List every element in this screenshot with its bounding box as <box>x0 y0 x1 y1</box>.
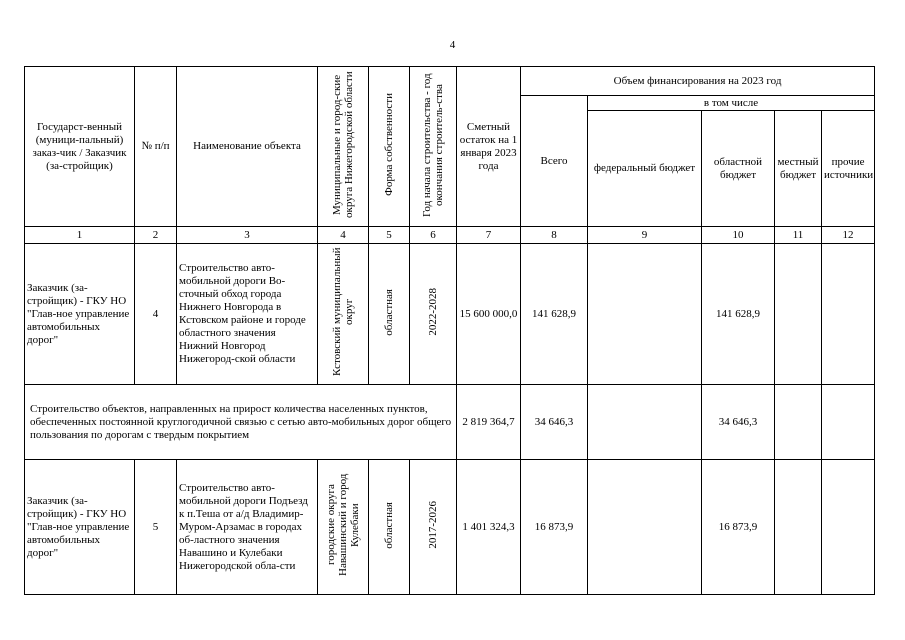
header-other: прочие источники <box>822 111 875 227</box>
section-local <box>775 385 822 460</box>
row-estimated: 1 401 324,3 <box>457 460 521 595</box>
row-total: 16 873,9 <box>521 460 588 595</box>
col-number: 8 <box>521 227 588 244</box>
col-number: 5 <box>369 227 410 244</box>
col-number: 12 <box>822 227 875 244</box>
row-years: 2017-2026 <box>410 460 457 595</box>
section-row <box>25 385 875 460</box>
row-municipal: Кстовский муниципальный округ <box>318 244 369 385</box>
header-object-name: Наименование объекта <box>177 67 318 227</box>
row-num: 4 <box>135 244 177 385</box>
col-number: 6 <box>410 227 457 244</box>
header-num: № п/п <box>135 67 177 227</box>
row-years: 2022-2028 <box>410 244 457 385</box>
col-number: 7 <box>457 227 521 244</box>
table-row <box>25 460 875 595</box>
row-federal <box>588 244 702 385</box>
row-local <box>775 244 822 385</box>
row-total: 141 628,9 <box>521 244 588 385</box>
row-object: Строительство авто-мобильной дороги Подъезд к п.Теша от а/д Владимир-Муром-Арзамас в городах об-ластного значения Навашино и Кулебаки Нижегородской обла-сти <box>177 460 318 595</box>
row-regional: 141 628,9 <box>702 244 775 385</box>
row-ownership: областная <box>369 244 410 385</box>
section-total: 34 646,3 <box>521 385 588 460</box>
column-numbers-row <box>25 227 875 244</box>
col-number: 10 <box>702 227 775 244</box>
row-num: 5 <box>135 460 177 595</box>
financing-table <box>24 66 875 595</box>
col-number: 2 <box>135 227 177 244</box>
header-regional: областной бюджет <box>702 111 775 227</box>
row-federal <box>588 460 702 595</box>
row-other <box>822 244 875 385</box>
header-local: местный бюджет <box>775 111 822 227</box>
section-estimated: 2 819 364,7 <box>457 385 521 460</box>
header-including: в том числе <box>588 96 875 111</box>
header-funding-title: Объем финансирования на 2023 год <box>521 67 875 96</box>
row-local <box>775 460 822 595</box>
row-customer: Заказчик (за-стройщик) - ГКУ НО "Глав-ное управление автомобильных дорог" <box>25 460 135 595</box>
row-municipal: городские округа Навашинский и город Кулебаки <box>318 460 369 595</box>
section-other <box>822 385 875 460</box>
table-row <box>25 244 875 385</box>
section-text: Строительство объектов, направленных на прирост количества населенных пунктов, обеспеченных постоянной круглогодичной связью с сетью авто-мобильных дорог общего пользования по дорогам с твердым покрытием <box>25 385 457 460</box>
header-federal: федеральный бюджет <box>588 111 702 227</box>
header-total: Всего <box>521 96 588 227</box>
header-municipal: Муниципальные и город-ские округа Нижегородской области <box>318 67 369 227</box>
row-object: Строительство авто-мобильной дороги Во-сточный обход города Нижнего Новгорода в Кстовском районе и городе областного значения Нижний Новгород Нижегород-ской области <box>177 244 318 385</box>
section-federal <box>588 385 702 460</box>
row-ownership: областная <box>369 460 410 595</box>
row-estimated: 15 600 000,0 <box>457 244 521 385</box>
page-number: 4 <box>449 39 456 51</box>
col-number: 1 <box>25 227 135 244</box>
col-number: 11 <box>775 227 822 244</box>
header-estimated: Сметный остаток на 1 января 2023 года <box>457 67 521 227</box>
header-customer: Государст-венный (муници-пальный) заказ-чик / Заказчик (за-стройщик) <box>25 67 135 227</box>
col-number: 9 <box>588 227 702 244</box>
header-years: Год начала строительства - год окончания строитель-ства <box>410 67 457 227</box>
row-other <box>822 460 875 595</box>
col-number: 4 <box>318 227 369 244</box>
row-customer: Заказчик (за-стройщик) - ГКУ НО "Глав-ное управление автомобильных дорог" <box>25 244 135 385</box>
section-regional: 34 646,3 <box>702 385 775 460</box>
row-regional: 16 873,9 <box>702 460 775 595</box>
header-ownership: Форма собственности <box>369 67 410 227</box>
col-number: 3 <box>177 227 318 244</box>
